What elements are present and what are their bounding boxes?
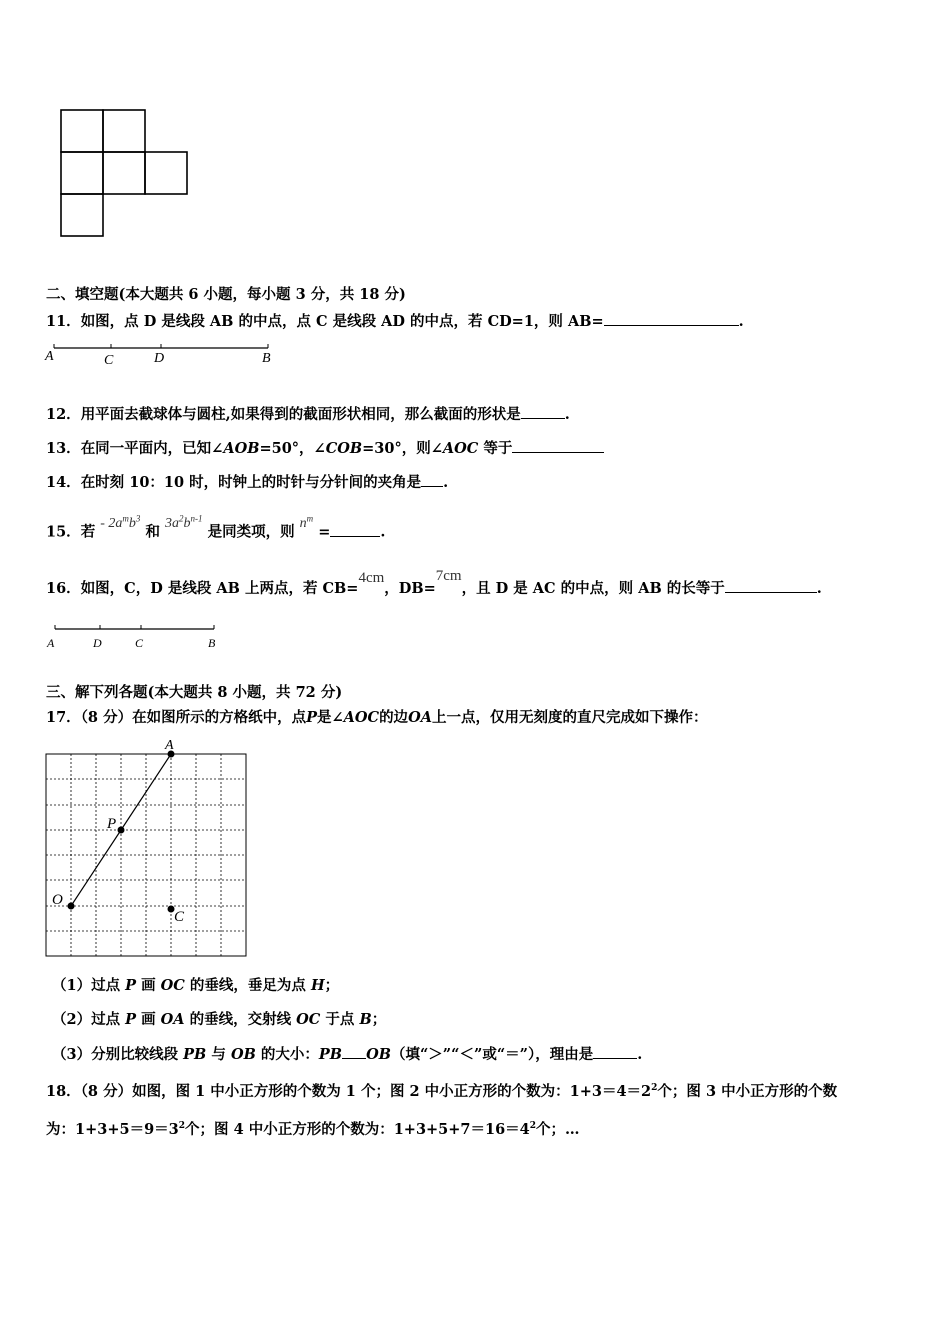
q15-expr3-base: n: [299, 515, 307, 531]
q13-answer-blank[interactable]: [512, 438, 604, 453]
q16-db-value: 7cm: [435, 568, 462, 584]
q11-label-d: D: [154, 351, 165, 366]
q17-grid-figure: [40, 735, 255, 963]
q12-tail: .: [564, 406, 570, 423]
q17-sub2-a: 过点: [91, 1011, 126, 1028]
q17-sub1-c: 的垂线，垂足为点: [184, 977, 311, 994]
question-17: [46, 708, 707, 728]
q11-tail: .: [738, 313, 744, 330]
q17-sub3-compare-blank[interactable]: [342, 1044, 366, 1059]
q13-angle-aob: AOB: [223, 440, 260, 457]
q18-sup2: 2: [178, 1121, 186, 1131]
q17-grid-label-c: C: [174, 909, 185, 925]
section2-heading: 二、填空题(本大题共 6 小题，每小题 3 分，共 18 分): [46, 286, 406, 303]
q17-sub3-reason-blank[interactable]: [593, 1044, 637, 1059]
q17-sub2: [52, 1010, 386, 1030]
q16-answer-blank[interactable]: [725, 578, 817, 593]
q17-sub2-num: （2）: [52, 1011, 92, 1028]
q17-grid-label-p: P: [107, 816, 117, 832]
q17-sub3-c: 的大小：: [255, 1046, 319, 1063]
q12-number: 12．: [46, 406, 81, 423]
q17-grid-label-a: A: [165, 738, 174, 753]
q11-label-c: C: [104, 353, 114, 368]
q18-number: 18．: [46, 1082, 81, 1100]
q17-number: 17．: [46, 709, 81, 726]
q13-number: 13．: [46, 440, 81, 457]
q16-label-a: A: [47, 636, 55, 650]
q15-mid: 是同类项，则: [207, 523, 295, 541]
q14-number: 14．: [46, 474, 81, 491]
q15-answer-blank[interactable]: [330, 522, 380, 537]
q16-post: ，且 D 是 AC 的中点，则 AB 的长等于: [461, 580, 725, 597]
question-18-line1: [46, 1078, 837, 1102]
q11-answer-blank[interactable]: [604, 311, 739, 326]
question-16: [46, 568, 822, 599]
q16-number: 16．: [46, 580, 81, 597]
q17-sub1-p: P: [125, 977, 137, 994]
question-15: [46, 513, 386, 544]
question-12: [46, 404, 570, 425]
q15-expression-2: [165, 513, 203, 531]
q15-pre: 若: [80, 523, 96, 541]
q18-line2c: 个；…: [536, 1120, 580, 1138]
q17-grid-label-o: O: [52, 892, 63, 908]
q17-sub3-num: （3）: [52, 1046, 92, 1063]
q15-number: 15．: [46, 523, 81, 541]
q11-segment-figure: [42, 340, 282, 370]
q15-eq: =: [318, 523, 331, 541]
q12-answer-blank[interactable]: [521, 404, 565, 419]
q17-sub2-b: 画: [136, 1011, 161, 1028]
q17-sub2-e: ；: [371, 1011, 387, 1028]
q15-expr1-exp-m: m: [122, 513, 129, 523]
q17-sub2-oc: OC: [296, 1011, 321, 1028]
q17-sub1: [52, 976, 339, 996]
q17-sub2-oa: OA: [160, 1011, 185, 1028]
q16-tail: .: [816, 580, 822, 597]
q15-expression-1: [100, 513, 141, 531]
q16-cb-value: 4cm: [358, 570, 385, 586]
q13-mid1: =50°，∠: [259, 440, 326, 457]
q12-text: 用平面去截球体与圆柱,如果得到的截面形状相同，那么截面的形状是: [80, 406, 521, 423]
q17-sub1-oc: OC: [160, 977, 185, 994]
q17-sub2-p: P: [125, 1011, 137, 1028]
q17-ray-oa: OA: [408, 709, 432, 726]
q17-point-p: P: [306, 709, 317, 726]
q15-and: 和: [145, 523, 160, 541]
q17-sub1-h: H: [310, 977, 325, 994]
q15-expr1-base: - 2a: [100, 515, 123, 531]
q17-sub3-e: .: [637, 1046, 643, 1063]
question-13: [46, 438, 604, 459]
q13-mid2: =30°，则∠: [362, 440, 443, 457]
q16-pre: 如图，C，D 是线段 AB 上两点，若 CB=: [80, 580, 359, 597]
q16-label-c: C: [135, 636, 144, 650]
q13-angle-cob: COB: [325, 440, 363, 457]
q17-sub3-a: 分别比较线段: [91, 1046, 184, 1063]
q18-line1: （8 分）如图，图 1 中小正方形的个数为 1 个；图 2 中小正方形的个数为：1+3＝4＝2: [80, 1082, 652, 1100]
q15-expr2-base: 3a: [165, 515, 180, 531]
q17-sub3-ob2: OB: [366, 1046, 391, 1063]
q17-sub2-c: 的垂线，交射线: [184, 1011, 297, 1028]
question-14: [46, 472, 448, 493]
q18-line2b: 个；图 4 中小正方形的个数为：1+3+5+7＝16＝4: [185, 1120, 530, 1138]
q16-label-b: B: [208, 636, 216, 650]
q14-answer-blank[interactable]: [421, 472, 443, 487]
q17-sub2-d: 于点: [320, 1011, 360, 1028]
q11-label-a: A: [45, 349, 54, 364]
q13-angle-aoc: AOC: [442, 440, 479, 457]
q15-expression-3: [299, 513, 314, 531]
q15-expr2-exp-2: 2: [179, 513, 184, 523]
q17-mid2: 的边: [379, 709, 409, 726]
q17-sub3-pb: PB: [183, 1046, 207, 1063]
q13-post: 等于: [478, 440, 513, 457]
cube-net-figure: [58, 107, 190, 239]
q18-line2: 为：1+3+5＝9＝3: [46, 1120, 179, 1138]
q15-expr2-b: b: [183, 515, 191, 531]
q17-sub3-d: （填“＞”“＜”或“＝”），理由是: [390, 1046, 594, 1063]
q17-sub3-b: 与: [206, 1046, 231, 1063]
q17-sub1-b: 画: [136, 977, 161, 994]
q17-sub1-a: 过点: [91, 977, 126, 994]
q17-pre: （8 分）在如图所示的方格纸中，点: [80, 709, 307, 726]
section3-heading: 三、解下列各题(本大题共 8 小题，共 72 分): [46, 684, 343, 701]
q14-tail: .: [443, 474, 449, 491]
q17-sub1-num: （1）: [52, 977, 92, 994]
q17-angle-aoc: AOC: [343, 709, 380, 726]
q17-sub3-ob: OB: [230, 1046, 256, 1063]
q18-sup3: 2: [529, 1121, 537, 1131]
q17-sub3-pb2: PB: [318, 1046, 343, 1063]
q13-pre: 在同一平面内，已知∠: [80, 440, 224, 457]
q16-segment-figure: [44, 623, 224, 651]
q14-text: 在时刻 10：10 时，时钟上的时针与分针间的夹角是: [80, 474, 422, 491]
q18-sup1: 2: [651, 1083, 658, 1093]
q17-sub1-d: ；: [324, 977, 340, 994]
q11-label-b: B: [262, 351, 271, 366]
q15-expr2-exp-n1: n-1: [190, 513, 203, 523]
q11-number: 11．: [46, 313, 81, 330]
q15-tail: .: [380, 523, 386, 541]
q15-expr1-exp-3: 3: [135, 513, 141, 523]
q16-label-d: D: [93, 636, 102, 650]
q17-sub3: [52, 1044, 642, 1065]
q18-line1b: 个；图 3 中小正方形的个数: [657, 1082, 838, 1100]
q11-text: 如图，点 D 是线段 AB 的中点，点 C 是线段 AD 的中点，若 CD=1，则 AB=: [80, 313, 604, 330]
q17-post: 上一点，仅用无刻度的直尺完成如下操作：: [431, 709, 708, 726]
q17-sub2-bb: B: [359, 1011, 372, 1028]
question-11: [46, 311, 744, 332]
q16-mid: ，DB=: [384, 580, 436, 597]
q17-mid1: 是∠: [316, 709, 344, 726]
question-18-line2: [46, 1116, 580, 1140]
q15-expr3-exp: m: [306, 513, 314, 523]
q15-expr1-b: b: [128, 515, 136, 531]
